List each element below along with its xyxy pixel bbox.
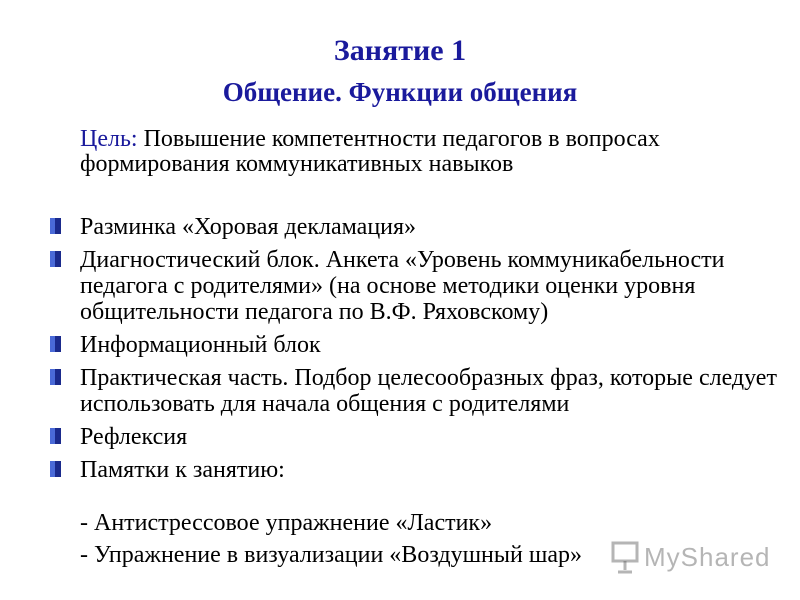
bullet-text: Практическая часть. Подбор целесообразных фраз, которые следует использовать для начала общения с родителями bbox=[80, 365, 777, 417]
square-bullet-icon bbox=[50, 428, 61, 444]
memo-list bbox=[80, 510, 582, 574]
list-item bbox=[80, 247, 780, 325]
agenda-list bbox=[80, 214, 780, 490]
square-bullet-icon bbox=[50, 251, 61, 267]
presentation-board-icon bbox=[610, 540, 640, 574]
list-item: - Антистрессовое упражнение «Ластик» bbox=[80, 510, 493, 536]
bullet-text: Рефлексия bbox=[80, 424, 188, 450]
goal-label: Цель: bbox=[80, 126, 138, 152]
watermark bbox=[610, 540, 771, 574]
watermark-text: MyShared bbox=[644, 541, 771, 572]
goal-paragraph bbox=[80, 127, 770, 177]
slide-subtitle: Общение. Функции общения bbox=[222, 77, 578, 107]
goal-text: Повышение компетентности педагогов в вопросах формирования коммуникативных навыков bbox=[80, 126, 660, 177]
list-item bbox=[80, 332, 780, 358]
slide-title: Занятие 1 bbox=[333, 34, 467, 67]
square-bullet-icon bbox=[50, 461, 61, 477]
list-item bbox=[80, 214, 780, 240]
list-item bbox=[80, 457, 780, 483]
list-item bbox=[80, 424, 780, 450]
list-item: - Упражнение в визуализации «Воздушный шар» bbox=[80, 542, 582, 568]
bullet-text: Памятки к занятию: bbox=[80, 457, 285, 483]
list-item bbox=[80, 365, 780, 417]
square-bullet-icon bbox=[50, 369, 61, 385]
bullet-text: Разминка «Хоровая декламация» bbox=[80, 214, 417, 240]
square-bullet-icon bbox=[50, 218, 61, 234]
bullet-text: Диагностический блок. Анкета «Уровень коммуникабельности педагога с родителями» (на основе методики оценки уровня общительности педагога по В.Ф. Ряховскому) bbox=[80, 247, 725, 325]
bullet-text: Информационный блок bbox=[80, 332, 321, 358]
square-bullet-icon bbox=[50, 336, 61, 352]
